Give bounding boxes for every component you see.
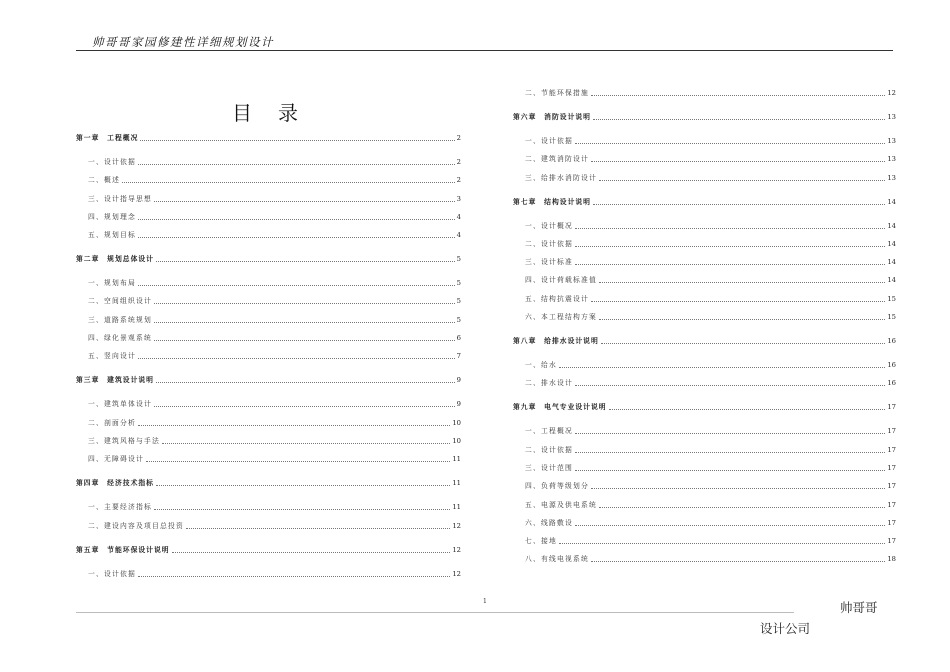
toc-title: 目录: [232, 101, 324, 125]
toc-dot-leader: [601, 343, 886, 344]
toc-entry-label: 六、线路敷设: [525, 518, 573, 527]
toc-dot-leader: [591, 95, 885, 96]
toc-entry-page: 14: [887, 239, 896, 248]
toc-section-entry: [513, 464, 896, 473]
toc-entry-page: 13: [887, 137, 896, 145]
toc-section-entry: [76, 158, 461, 167]
toc-entry-page: 6: [456, 334, 461, 343]
page-number: 1: [483, 598, 487, 605]
toc-entry-label: 二、设计依据: [525, 239, 573, 248]
toc-entry-page: 15: [887, 294, 896, 303]
toc-dot-leader: [138, 358, 455, 359]
toc-entry-page: 16: [887, 337, 896, 346]
toc-entry-label: 二、概述: [88, 176, 120, 185]
toc-entry-label: 三、设计标准: [525, 258, 573, 267]
toc-dot-leader: [154, 201, 455, 202]
toc-entry-label: 一、设计概况: [525, 221, 573, 230]
toc-right-column: [513, 89, 896, 564]
company-name-line1: 帅哥哥: [840, 600, 878, 615]
toc-chapter-entry: [513, 113, 896, 122]
toc-entry-label: 三、建筑风格与手法: [88, 436, 160, 445]
toc-entry-label: 二、空间组织设计: [88, 297, 152, 306]
toc-section-entry: [513, 155, 896, 164]
toc-section-entry: [513, 222, 896, 231]
toc-entry-label: 一、设计依据: [525, 137, 573, 145]
toc-dot-leader: [156, 485, 450, 486]
toc-section-entry: [513, 482, 896, 491]
toc-entry-label: 第一章 工程概况: [76, 134, 139, 142]
toc-section-entry: [513, 313, 896, 322]
toc-dot-leader: [575, 525, 885, 526]
toc-entry-page: 2: [456, 176, 461, 185]
toc-section-entry: [76, 419, 461, 428]
toc-entry-label: 三、设计范围: [525, 463, 573, 472]
toc-dot-leader: [593, 119, 885, 120]
toc-entry-page: 4: [456, 212, 461, 221]
toc-entry-page: 5: [456, 255, 461, 264]
toc-section-entry: [76, 231, 461, 240]
toc-entry-page: 11: [452, 455, 461, 464]
toc-entry-label: 五、规划目标: [88, 231, 136, 240]
toc-entry-label: 四、绿化景观系统: [88, 334, 152, 343]
toc-entry-page: 14: [887, 197, 896, 206]
toc-dot-leader: [575, 264, 885, 265]
toc-chapter-entry: [513, 198, 896, 207]
toc-dot-leader: [609, 409, 886, 410]
toc-entry-page: 17: [887, 445, 896, 454]
toc-entry-page: 9: [456, 400, 461, 409]
toc-section-entry: [513, 295, 896, 304]
toc-entry-page: 14: [887, 258, 896, 267]
toc-entry-label: 第三章 建筑设计说明: [76, 376, 154, 385]
toc-dot-leader: [593, 204, 885, 205]
toc-dot-leader: [575, 143, 885, 144]
toc-dot-leader: [172, 552, 451, 553]
toc-entry-page: 2: [456, 158, 461, 166]
toc-entry-page: 14: [887, 221, 896, 230]
toc-section-entry: [513, 519, 896, 528]
toc-dot-leader: [559, 367, 885, 368]
toc-entry-page: 12: [452, 521, 461, 530]
toc-entry-label: 一、设计依据: [88, 569, 136, 578]
toc-section-entry: [76, 522, 461, 531]
toc-section-entry: [76, 334, 461, 343]
toc-chapter-entry: [76, 134, 461, 143]
toc-entry-label: 二、节能环保措施: [525, 89, 589, 97]
toc-entry-label: 五、电源及供电系统: [525, 500, 597, 509]
toc-dot-leader: [154, 509, 450, 510]
toc-dot-leader: [575, 470, 885, 471]
toc-entry-label: 七、接地: [525, 537, 557, 546]
toc-dot-leader: [591, 161, 885, 162]
toc-dot-leader: [138, 237, 455, 238]
toc-entry-page: 16: [887, 379, 896, 388]
toc-dot-leader: [591, 301, 885, 302]
header-rule: [76, 50, 893, 51]
toc-dot-leader: [186, 528, 450, 529]
toc-entry-label: 五、结构抗震设计: [525, 294, 589, 303]
toc-entry-page: 4: [456, 231, 461, 240]
toc-entry-label: 三、设计指导思想: [88, 194, 152, 203]
toc-dot-leader: [599, 507, 885, 508]
toc-section-entry: [76, 316, 461, 325]
toc-entry-page: 12: [887, 89, 896, 97]
toc-entry-page: 2: [456, 134, 461, 142]
toc-entry-page: 17: [887, 482, 896, 491]
toc-chapter-entry: [513, 403, 896, 412]
toc-entry-label: 二、建设内容及项目总投资: [88, 521, 184, 530]
toc-chapter-entry: [76, 546, 461, 555]
toc-entry-label: 第七章 结构设计说明: [513, 197, 591, 206]
toc-dot-leader: [138, 285, 455, 286]
toc-dot-leader: [138, 576, 450, 577]
toc-entry-page: 17: [887, 537, 896, 546]
toc-dot-leader: [599, 180, 885, 181]
toc-entry-label: 四、负荷等级划分: [525, 482, 589, 491]
toc-dot-leader: [575, 385, 885, 386]
toc-dot-leader: [575, 433, 885, 434]
toc-section-entry: [513, 501, 896, 510]
toc-entry-page: 11: [452, 479, 461, 488]
toc-section-entry: [513, 276, 896, 285]
company-name-line2: 设计公司: [760, 621, 811, 636]
toc-section-entry: [513, 361, 896, 370]
toc-entry-label: 第四章 经济技术指标: [76, 479, 154, 488]
toc-entry-page: 17: [887, 427, 896, 436]
toc-entry-page: 18: [887, 555, 896, 564]
toc-section-entry: [76, 455, 461, 464]
toc-entry-page: 17: [887, 500, 896, 509]
toc-dot-leader: [154, 322, 455, 323]
toc-chapter-entry: [76, 376, 461, 385]
toc-entry-label: 二、剖面分析: [88, 418, 136, 427]
toc-entry-label: 二、排水设计: [525, 379, 573, 388]
toc-dot-leader: [599, 319, 885, 320]
toc-entry-page: 15: [887, 313, 896, 322]
toc-dot-leader: [591, 488, 885, 489]
toc-dot-leader: [138, 425, 450, 426]
toc-section-entry: [76, 400, 461, 409]
toc-chapter-entry: [513, 337, 896, 346]
toc-entry-label: 一、给水: [525, 361, 557, 370]
toc-section-entry: [76, 279, 461, 288]
toc-section-entry: [513, 258, 896, 267]
toc-entry-label: 三、给排水消防设计: [525, 173, 597, 182]
toc-section-entry: [76, 195, 461, 204]
toc-entry-label: 第五章 节能环保设计说明: [76, 545, 170, 554]
toc-entry-page: 12: [452, 569, 461, 578]
toc-chapter-entry: [76, 255, 461, 264]
toc-entry-label: 一、建筑单体设计: [88, 400, 152, 409]
toc-entry-page: 7: [456, 352, 461, 361]
toc-entry-label: 四、规划理念: [88, 212, 136, 221]
toc-section-entry: [513, 240, 896, 249]
toc-entry-page: 17: [887, 403, 896, 412]
toc-entry-page: 9: [456, 376, 461, 385]
toc-entry-label: 八、有线电视系统: [525, 555, 589, 564]
toc-entry-label: 四、设计荷载标准值: [525, 276, 597, 285]
toc-section-entry: [76, 213, 461, 222]
footer-rule: [76, 612, 794, 613]
toc-section-entry: [513, 427, 896, 436]
toc-entry-page: 12: [452, 545, 461, 554]
toc-entry-page: 5: [456, 279, 461, 288]
toc-section-entry: [513, 89, 896, 98]
toc-section-entry: [513, 555, 896, 564]
toc-entry-label: 第八章 给排水设计说明: [513, 337, 599, 346]
toc-dot-leader: [156, 261, 455, 262]
toc-dot-leader: [140, 140, 454, 141]
toc-entry-label: 五、竖向设计: [88, 352, 136, 361]
toc-section-entry: [76, 437, 461, 446]
toc-entry-page: 13: [887, 155, 896, 164]
toc-entry-label: 第九章 电气专业设计说明: [513, 403, 607, 412]
toc-entry-page: 16: [887, 361, 896, 370]
toc-dot-leader: [591, 561, 885, 562]
toc-entry-label: 一、工程概况: [525, 427, 573, 436]
toc-entry-page: 3: [456, 194, 461, 203]
toc-dot-leader: [154, 303, 455, 304]
toc-entry-label: 二、设计依据: [525, 445, 573, 454]
toc-entry-page: 14: [887, 276, 896, 285]
toc-dot-leader: [599, 282, 885, 283]
toc-section-entry: [76, 297, 461, 306]
toc-dot-leader: [156, 382, 455, 383]
toc-chapter-entry: [76, 479, 461, 488]
toc-section-entry: [76, 352, 461, 361]
toc-section-entry: [76, 503, 461, 512]
toc-entry-label: 第二章 规划总体设计: [76, 255, 154, 264]
toc-section-entry: [76, 176, 461, 185]
toc-entry-label: 一、设计依据: [88, 158, 136, 166]
toc-entry-page: 17: [887, 518, 896, 527]
toc-section-entry: [76, 570, 461, 579]
toc-section-entry: [513, 137, 896, 146]
toc-entry-label: 一、主要经济指标: [88, 503, 152, 512]
toc-section-entry: [513, 537, 896, 546]
toc-entry-label: 四、无障碍设计: [88, 455, 144, 464]
toc-dot-leader: [162, 443, 450, 444]
toc-entry-page: 17: [887, 463, 896, 472]
toc-dot-leader: [154, 340, 455, 341]
toc-dot-leader: [575, 246, 885, 247]
toc-left-column: [76, 134, 461, 579]
toc-section-entry: [513, 446, 896, 455]
toc-entry-page: 5: [456, 297, 461, 306]
toc-entry-label: 三、道路系统规划: [88, 315, 152, 324]
toc-entry-label: 二、建筑消防设计: [525, 155, 589, 164]
toc-entry-page: 13: [887, 113, 896, 121]
toc-dot-leader: [559, 543, 885, 544]
toc-entry-label: 六、本工程结构方案: [525, 313, 597, 322]
toc-entry-label: 一、规划布局: [88, 279, 136, 288]
toc-dot-leader: [154, 406, 455, 407]
toc-dot-leader: [575, 228, 885, 229]
toc-entry-page: 11: [452, 503, 461, 512]
toc-section-entry: [513, 174, 896, 183]
toc-entry-page: 10: [452, 418, 461, 427]
toc-entry-page: 5: [456, 315, 461, 324]
toc-dot-leader: [146, 461, 450, 462]
toc-dot-leader: [575, 452, 885, 453]
toc-entry-label: 第六章 消防设计说明: [513, 113, 591, 121]
toc-dot-leader: [122, 182, 455, 183]
toc-section-entry: [513, 379, 896, 388]
toc-dot-leader: [138, 219, 455, 220]
toc-entry-page: 10: [452, 436, 461, 445]
document-header-title: 帅哥哥家园修建性详细规划设计: [92, 35, 274, 49]
toc-dot-leader: [138, 164, 455, 165]
toc-entry-page: 13: [887, 173, 896, 182]
